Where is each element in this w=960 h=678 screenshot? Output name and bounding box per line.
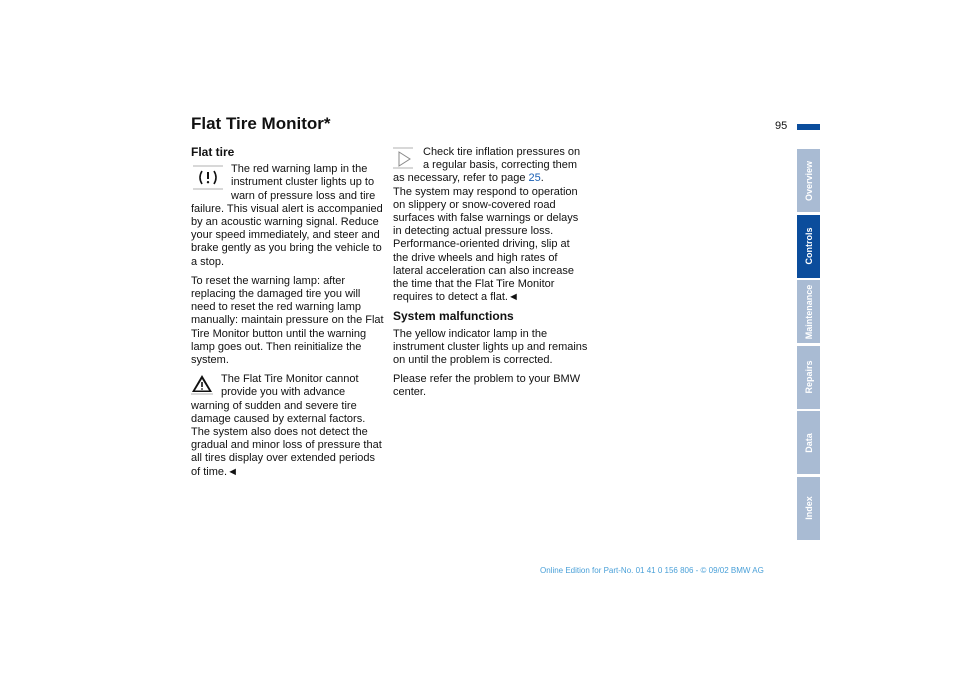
paragraph-performance-driving: Performance-oriented driving, slip at the drive wheels and high rates of lateral acceleration can also increase the time that the Flat Tire Monitor requires to detect a flat.◄ bbox=[393, 238, 574, 304]
paragraph-yellow-lamp: The yellow indicator lamp in the instrument cluster lights up and remains on until the problem is corrected. bbox=[393, 327, 588, 367]
tab-controls[interactable]: Controls bbox=[797, 215, 820, 278]
left-column bbox=[191, 146, 386, 479]
end-mark: ◄ bbox=[227, 465, 238, 478]
tab-data[interactable]: Data bbox=[797, 411, 820, 474]
paragraph-warning-note: The Flat Tire Monitor cannot provide you with advance warning of sudden and severe tire damage caused by external factors. The system also does not detect the gradual and minor loss of pressure that all tires display over extended periods of time.◄ bbox=[191, 373, 382, 478]
right-column bbox=[393, 146, 588, 400]
tab-repairs[interactable]: Repairs bbox=[797, 346, 820, 409]
end-mark: ◄ bbox=[507, 291, 519, 304]
paragraph-check-pressure: Check tire inflation pressures on a regular basis, correcting them as necessary, refer to page 25. bbox=[393, 146, 581, 185]
page-link-25[interactable]: 25 bbox=[528, 172, 541, 185]
page-number: 95 bbox=[775, 120, 788, 132]
page-marker bbox=[797, 124, 820, 130]
paragraph-reset-lamp: To reset the warning lamp: after replacing the damaged tire you will need to reset the red warning lamp manually: maintain pressure on the Flat Tire Monitor button until the warning lamp goes out. Then reinitialize the system. bbox=[191, 274, 384, 367]
page-title: Flat Tire Monitor* bbox=[191, 114, 331, 133]
note-arrow-icon bbox=[393, 146, 417, 170]
tab-maintenance[interactable]: Maintenance bbox=[797, 280, 820, 343]
tab-overview[interactable]: Overview bbox=[797, 149, 820, 212]
footer-edition-note: Online Edition for Part-No. 01 41 0 156 806 - © 09/02 BMW AG bbox=[540, 566, 764, 575]
paragraph-bmw-center: Please refer the problem to your BMW center. bbox=[393, 373, 581, 399]
tab-index[interactable]: Index bbox=[797, 477, 820, 540]
paragraph-warning-lamp: The red warning lamp in the instrument cluster lights up to warn of pressure loss and tire failure. This visual alert is accompanied by an acoustic warning signal. Reduce your speed immediately, and steer and brake gently as you bring the vehicle to a stop. bbox=[191, 163, 383, 268]
section-heading-flat-tire: Flat tire bbox=[191, 145, 235, 159]
section-heading-system-malfunctions: System malfunctions bbox=[393, 309, 514, 324]
warning-triangle-icon bbox=[191, 373, 215, 397]
paragraph-false-warnings: The system may respond to operation on slippery or snow-covered road surfaces with false warnings or delays in detecting actual pressure loss. bbox=[393, 185, 579, 238]
tire-warning-lamp-icon bbox=[191, 163, 225, 191]
side-navigation-tabs bbox=[797, 149, 820, 542]
